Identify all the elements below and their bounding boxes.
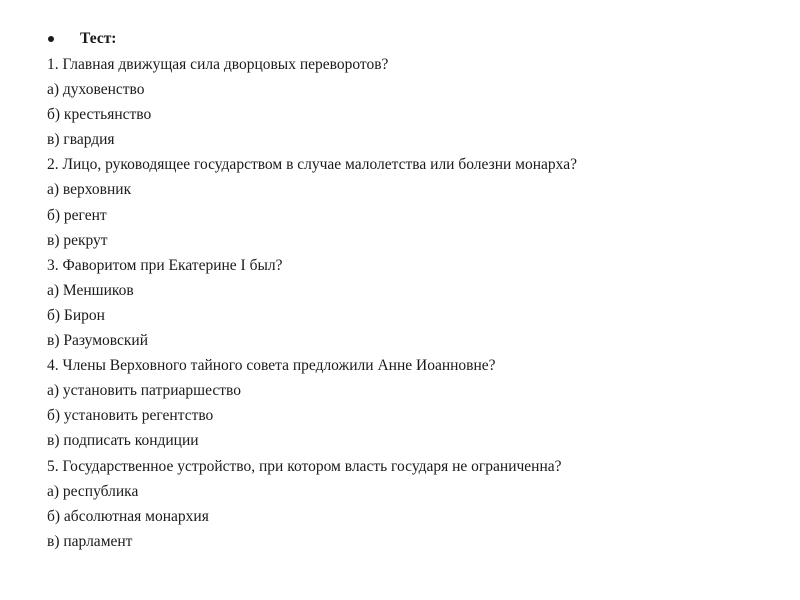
question-1: 1. Главная движущая сила дворцовых переворотов?	[47, 56, 389, 73]
title-row	[46, 27, 116, 51]
bullet-icon	[48, 36, 54, 42]
answer-4c: в) подписать кондиции	[47, 432, 199, 450]
answer-2c: в) рекрут	[47, 231, 108, 249]
slide-title: Тест:	[80, 30, 117, 47]
answer-2b: б) регент	[47, 206, 107, 224]
answer-3b: б) Бирон	[47, 306, 105, 324]
question-4: 4. Члены Верховного тайного совета предложили Анне Иоанновне?	[47, 357, 496, 375]
question-5: 5. Государственное устройство, при котором власть государя не ограниченна?	[47, 457, 562, 475]
answer-3a: а) Меншиков	[47, 281, 134, 299]
question-list	[47, 52, 787, 554]
answer-4a: а) установить патриаршество	[47, 382, 241, 400]
answer-5a: а) республика	[47, 482, 139, 500]
question-2: 2. Лицо, руководящее государством в случае малолетства или болезни монарха?	[47, 156, 577, 174]
answer-1a: а) духовенство	[47, 81, 145, 99]
answer-3c: в) Разумовский	[47, 332, 148, 350]
answer-4b: б) установить регентство	[47, 407, 214, 425]
answer-2a: а) верховник	[47, 181, 132, 199]
answer-1c: в) гвардия	[47, 131, 115, 149]
answer-1b: б) крестьянство	[47, 106, 152, 124]
answer-5b: б) абсолютная монархия	[47, 507, 209, 525]
question-3: 3. Фаворитом при Екатерине I был?	[47, 256, 283, 274]
answer-5c: в) парламент	[47, 532, 133, 550]
